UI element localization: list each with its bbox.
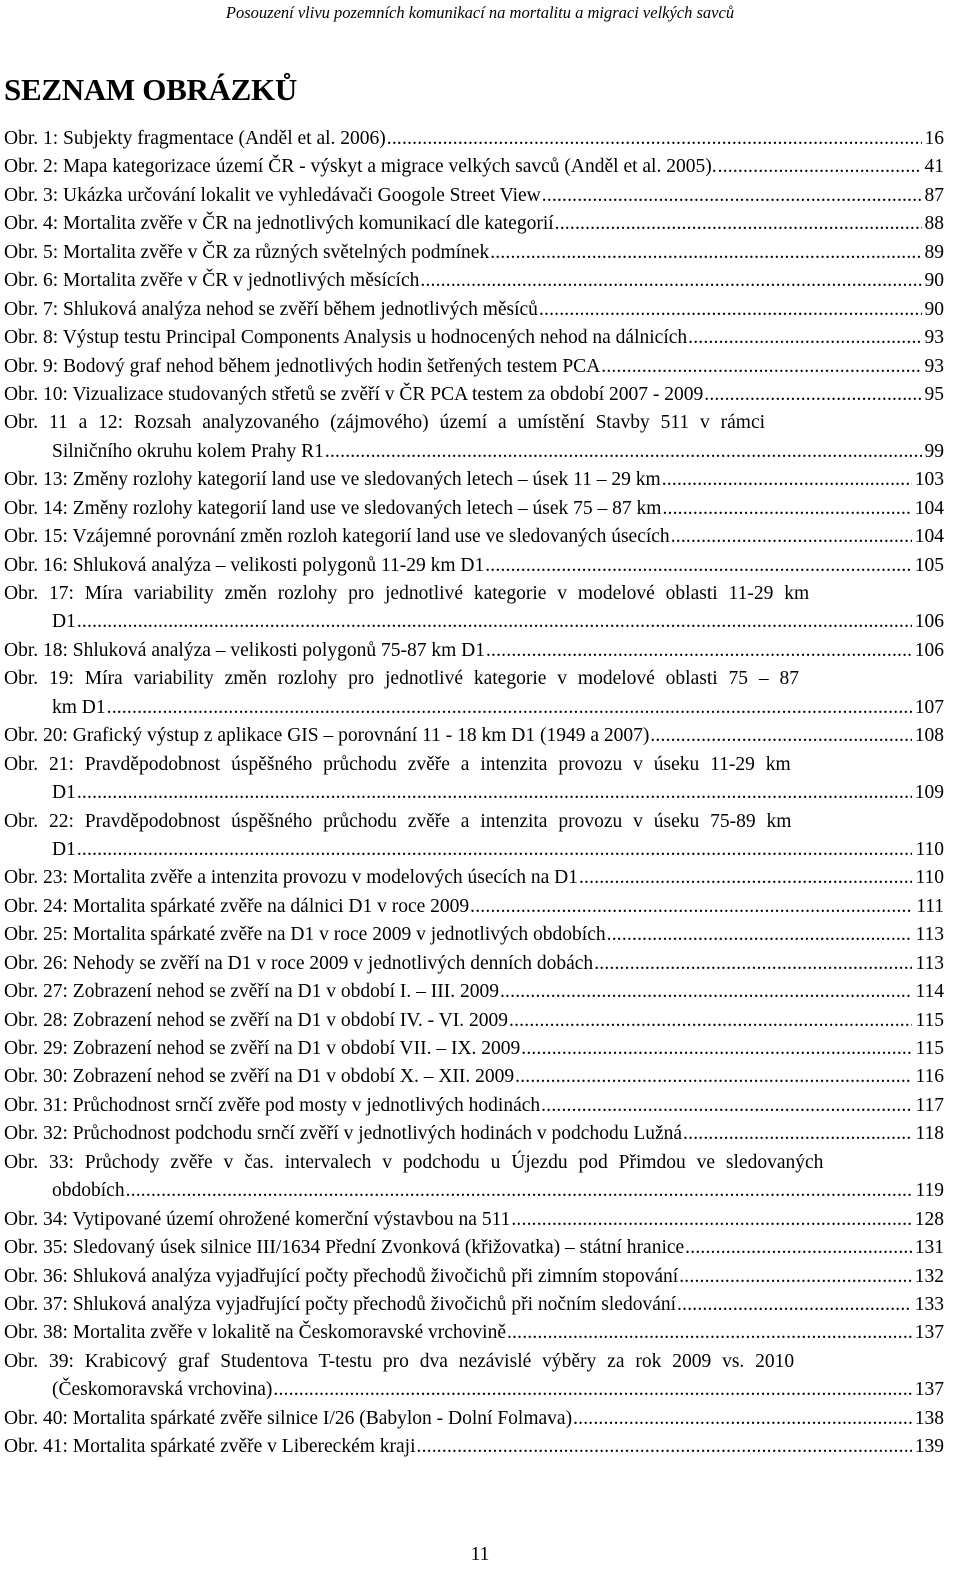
- figure-entry[interactable]: [4, 580, 944, 637]
- figure-entry-text: Obr. 35: Sledovaný úsek silnice III/1634 Přední Zvonková (křižovatka) – státní hranice: [4, 1237, 685, 1259]
- figure-entry[interactable]: [4, 239, 944, 267]
- figure-page-number: 132: [914, 1265, 944, 1287]
- figure-entry-text: Obr. 32: Průchodnost podchodu srnčí zvěří v jednotlivých hodinách v podchodu Lužná: [4, 1123, 683, 1145]
- figure-page-number: 117: [915, 1094, 944, 1116]
- figure-page-number: 133: [914, 1293, 944, 1315]
- figure-entry-text: Obr. 33: Průchody zvěře v čas. intervalech v podchodu u Újezdu pod Přimdou ve sledovaných: [4, 1151, 824, 1173]
- dot-leader: [541, 1092, 912, 1120]
- figure-entry-text: Obr. 22: Pravděpodobnost úspěšného průchodu zvěře a intenzita provozu v úseku 75-89 km: [4, 810, 792, 832]
- figure-page-number: 89: [924, 241, 944, 263]
- figure-entry-text: Obr. 38: Mortalita zvěře v lokalitě na Českomoravské vrchovině: [4, 1322, 506, 1344]
- figure-page-number: 113: [915, 924, 944, 946]
- page-title: SEZNAM OBRÁZKŮ: [4, 72, 297, 107]
- figure-entry[interactable]: [4, 466, 944, 494]
- figure-entry-text: Obr. 23: Mortalita zvěře a intenzita provozu v modelových úsecích na D1: [4, 867, 578, 889]
- figure-entry-text: Obr. 39: Krabicový graf Studentova T-testu pro dva nezávislé výběry za rok 2009 vs. 2010: [4, 1350, 795, 1372]
- figure-entry[interactable]: [4, 950, 944, 978]
- dot-leader: [555, 210, 922, 238]
- figure-list: [4, 125, 944, 1462]
- dot-leader: [677, 1291, 912, 1319]
- dot-leader: [273, 1376, 911, 1404]
- figure-page-number: 16: [924, 128, 944, 149]
- dot-leader: [671, 523, 912, 551]
- figure-entry[interactable]: [4, 665, 944, 722]
- figure-entry[interactable]: [4, 893, 944, 921]
- figure-entry-text: Obr. 31: Průchodnost srnčí zvěře pod mosty v jednotlivých hodinách: [4, 1094, 541, 1116]
- figure-entry[interactable]: [4, 1291, 944, 1319]
- dot-leader: [679, 1263, 912, 1291]
- figure-page-number: 105: [914, 554, 944, 576]
- figure-entry[interactable]: [4, 978, 944, 1006]
- dot-leader: [470, 893, 913, 921]
- figure-entry[interactable]: [4, 1348, 944, 1405]
- figure-page-number: 114: [915, 981, 944, 1003]
- figure-entry-text: Obr. 29: Zobrazení nehod se zvěří na D1 v období VII. – IX. 2009: [4, 1038, 521, 1059]
- dot-leader: [515, 1063, 912, 1091]
- figure-page-number: 139: [914, 1436, 944, 1458]
- dot-leader: [607, 921, 913, 949]
- dot-leader: [685, 1234, 912, 1262]
- figure-entry[interactable]: [4, 296, 944, 324]
- dot-leader: [601, 353, 921, 381]
- figure-entry-text: Obr. 26: Nehody se zvěří na D1 v roce 2009 v jednotlivých denních dobách: [4, 952, 594, 974]
- dot-leader: [662, 495, 911, 523]
- figure-entry-text: Obr. 7: Shluková analýza nehod se zvěří během jednotlivých měsíců: [4, 298, 538, 320]
- figure-page-number: 110: [915, 838, 944, 860]
- figure-entry-text: Obr. 2: Mapa kategorizace území ČR - výskyt a migrace velkých savců (Anděl et al. 2005).: [4, 156, 717, 178]
- figure-page-number: 93: [924, 355, 944, 377]
- dot-leader: [77, 836, 913, 864]
- figure-page-number: 119: [915, 1180, 944, 1202]
- figure-page-number: 41: [924, 156, 944, 178]
- figure-page-number: 108: [914, 725, 944, 747]
- dot-leader: [579, 864, 912, 892]
- figure-page-number: 93: [924, 327, 944, 349]
- figure-entry-text: Obr. 3: Ukázka určování lokalit ve vyhledávači Googole Street View: [4, 184, 541, 206]
- figure-entry[interactable]: [4, 182, 944, 210]
- figure-page-number: 115: [915, 1038, 944, 1059]
- figure-page-number: 104: [914, 526, 944, 548]
- dot-leader: [417, 1433, 912, 1461]
- figure-entry-text: obdobích: [52, 1180, 125, 1202]
- dot-leader: [718, 153, 922, 181]
- figure-page-number: 116: [915, 1066, 944, 1088]
- running-header: Posouzení vlivu pozemních komunikací na mortalitu a migraci velkých savců: [225, 3, 735, 22]
- dot-leader: [662, 466, 912, 494]
- dot-leader: [420, 267, 921, 295]
- figure-page-number: 111: [916, 895, 944, 917]
- figure-entry-text: D1: [52, 611, 76, 633]
- figure-page-number: 103: [914, 469, 944, 491]
- figure-entry[interactable]: [4, 353, 944, 381]
- figure-entry-text: Obr. 1: Subjekty fragmentace (Anděl et al. 2006): [4, 128, 386, 149]
- figure-entry[interactable]: [4, 637, 944, 665]
- figure-entry-text: Obr. 41: Mortalita spárkaté zvěře v Libereckém kraji: [4, 1436, 416, 1458]
- figure-page-number: 99: [924, 440, 944, 462]
- figure-page-number: 137: [914, 1322, 944, 1344]
- figure-entry[interactable]: [4, 210, 944, 238]
- figure-entry-text: (Českomoravská vrchovina): [52, 1379, 273, 1401]
- figure-entry-text: Obr. 21: Pravděpodobnost úspěšného průchodu zvěře a intenzita provozu v úseku 11-29 km: [4, 753, 791, 775]
- figure-entry[interactable]: [4, 1263, 944, 1291]
- figure-page-number: 95: [924, 383, 944, 405]
- dot-leader: [511, 1206, 911, 1234]
- figure-page-number: 128: [914, 1208, 944, 1230]
- dot-leader: [126, 1177, 913, 1205]
- figure-entry[interactable]: [4, 495, 944, 523]
- figure-page-number: 137: [914, 1379, 944, 1401]
- figure-page-number: 110: [915, 867, 944, 889]
- figure-entry-text: Obr. 14: Změny rozlohy kategorií land use ve sledovaných letech – úsek 75 – 87 km: [4, 497, 662, 519]
- figure-entry-text: Obr. 40: Mortalita spárkaté zvěře silnice I/26 (Babylon - Dolní Folmava): [4, 1407, 573, 1429]
- figure-entry[interactable]: [4, 722, 944, 750]
- figure-entry-text: Obr. 10: Vizualizace studovaných střetů se zvěří v ČR PCA testem za období 2007 - 2009: [4, 383, 704, 405]
- figure-entry[interactable]: [4, 153, 944, 181]
- dot-leader: [521, 1035, 912, 1063]
- figure-entry-text: Obr. 8: Výstup testu Principal Components Analysis u hodnocených nehod na dálnicích: [4, 327, 688, 349]
- figure-entry[interactable]: [4, 1007, 944, 1035]
- figure-page-number: 107: [914, 696, 944, 718]
- dot-leader: [107, 694, 912, 722]
- figure-entry[interactable]: [4, 751, 944, 808]
- figure-entry-text: Obr. 15: Vzájemné porovnání změn rozloh kategorií land use ve sledovaných úsecích: [4, 526, 670, 548]
- figure-page-number: 131: [914, 1237, 944, 1259]
- dot-leader: [539, 296, 922, 324]
- figure-entry-text: Obr. 4: Mortalita zvěře v ČR na jednotlivých komunikací dle kategorií: [4, 213, 554, 235]
- figure-entry[interactable]: [4, 125, 944, 153]
- figure-page-number: 113: [915, 952, 944, 974]
- figure-entry-text: D1: [52, 838, 76, 860]
- figure-page-number: 87: [924, 184, 944, 206]
- figure-entry-text: Obr. 17: Míra variability změn rozlohy pro jednotlivé kategorie v modelové oblasti 11-29 km: [4, 583, 810, 604]
- figure-page-number: 118: [915, 1123, 944, 1145]
- figure-page-number: 90: [924, 298, 944, 320]
- figure-entry[interactable]: [4, 324, 944, 352]
- dot-leader: [77, 779, 912, 807]
- figure-entry-text: Obr. 24: Mortalita spárkaté zvěře na dálnici D1 v roce 2009: [4, 895, 470, 917]
- figure-entry[interactable]: [4, 1063, 944, 1091]
- figure-entry[interactable]: [4, 523, 944, 551]
- figure-entry[interactable]: [4, 1319, 944, 1347]
- figure-entry-text: Obr. 34: Vytipované území ohrožené komerční výstavbou na 511: [4, 1208, 511, 1230]
- figure-entry[interactable]: [4, 921, 944, 949]
- figure-entry[interactable]: [4, 864, 944, 892]
- dot-leader: [507, 1319, 912, 1347]
- figure-entry-text: Obr. 36: Shluková analýza vyjadřující počty přechodů živočichů při zimním stopování: [4, 1265, 679, 1287]
- figure-entry-text: Obr. 28: Zobrazení nehod se zvěří na D1 v období IV. - VI. 2009: [4, 1009, 509, 1031]
- dot-leader: [490, 239, 921, 267]
- figure-entry-text: Obr. 13: Změny rozlohy kategorií land use ve sledovaných letech – úsek 11 – 29 km: [4, 469, 661, 491]
- figure-entry[interactable]: [4, 552, 944, 580]
- figure-entry-text: Obr. 19: Míra variability změn rozlohy pro jednotlivé kategorie v modelové oblasti 75 – 87: [4, 668, 800, 690]
- dot-leader: [650, 722, 911, 750]
- figure-entry[interactable]: [4, 381, 944, 409]
- figure-page-number: 115: [915, 1009, 944, 1031]
- figure-entry-text: D1: [52, 782, 76, 804]
- figure-entry[interactable]: [4, 1234, 944, 1262]
- figure-entry[interactable]: [4, 1433, 944, 1461]
- figure-entry-text: Obr. 11 a 12: Rozsah analyzovaného (zájmového) území a umístění Stavby 511 v rámci: [4, 412, 766, 434]
- figure-entry[interactable]: [4, 267, 944, 295]
- figure-entry[interactable]: [4, 1035, 944, 1063]
- figure-entry[interactable]: [4, 1120, 944, 1148]
- figure-entry[interactable]: [4, 1206, 944, 1234]
- figure-entry-text: Obr. 18: Shluková analýza – velikosti polygonů 75-87 km D1: [4, 639, 485, 661]
- dot-leader: [325, 438, 922, 466]
- figure-entry-text: Obr. 20: Grafický výstup z aplikace GIS – porovnání 11 - 18 km D1 (1949 a 2007): [4, 725, 650, 747]
- dot-leader: [594, 950, 912, 978]
- page-number: 11: [470, 1544, 490, 1565]
- dot-leader: [500, 978, 913, 1006]
- figure-entry[interactable]: [4, 1405, 944, 1433]
- figure-entry-text: Obr. 5: Mortalita zvěře v ČR za různých světelných podmínek: [4, 241, 490, 263]
- figure-entry[interactable]: [4, 1092, 944, 1120]
- figure-page-number: 138: [914, 1407, 944, 1429]
- figure-page-number: 90: [924, 270, 944, 292]
- figure-entry-text: Silničního okruhu kolem Prahy R1: [52, 440, 324, 462]
- figure-entry-text: Obr. 27: Zobrazení nehod se zvěří na D1 v období I. – III. 2009: [4, 981, 499, 1003]
- figure-entry-text: km D1: [52, 696, 106, 718]
- dot-leader: [683, 1120, 912, 1148]
- dot-leader: [542, 182, 922, 210]
- figure-page-number: 106: [914, 639, 944, 661]
- figure-entry-text: Obr. 37: Shluková analýza vyjadřující počty přechodů živočichů při nočním sledování: [4, 1293, 677, 1315]
- figure-entry[interactable]: [4, 409, 944, 466]
- figure-entry-text: Obr. 16: Shluková analýza – velikosti polygonů 11-29 km D1: [4, 554, 485, 576]
- dot-leader: [688, 324, 921, 352]
- figure-entry-text: Obr. 30: Zobrazení nehod se zvěří na D1 v období X. – XII. 2009: [4, 1066, 515, 1088]
- figure-entry[interactable]: [4, 1149, 944, 1206]
- figure-entry-text: Obr. 25: Mortalita spárkaté zvěře na D1 v roce 2009 v jednotlivých obdobích: [4, 924, 606, 946]
- figure-page-number: 104: [914, 497, 944, 519]
- figure-entry-text: Obr. 9: Bodový graf nehod během jednotlivých hodin šetřených testem PCA: [4, 355, 601, 377]
- figure-page-number: 109: [914, 782, 944, 804]
- dot-leader: [485, 552, 912, 580]
- dot-leader: [387, 125, 922, 153]
- figure-page-number: 106: [914, 611, 944, 633]
- figure-entry[interactable]: [4, 808, 944, 865]
- dot-leader: [486, 637, 912, 665]
- dot-leader: [573, 1405, 912, 1433]
- dot-leader: [704, 381, 921, 409]
- figure-page-number: 88: [924, 213, 944, 235]
- figure-entry-text: Obr. 6: Mortalita zvěře v ČR v jednotlivých měsících: [4, 270, 420, 292]
- dot-leader: [77, 608, 912, 636]
- dot-leader: [509, 1007, 912, 1035]
